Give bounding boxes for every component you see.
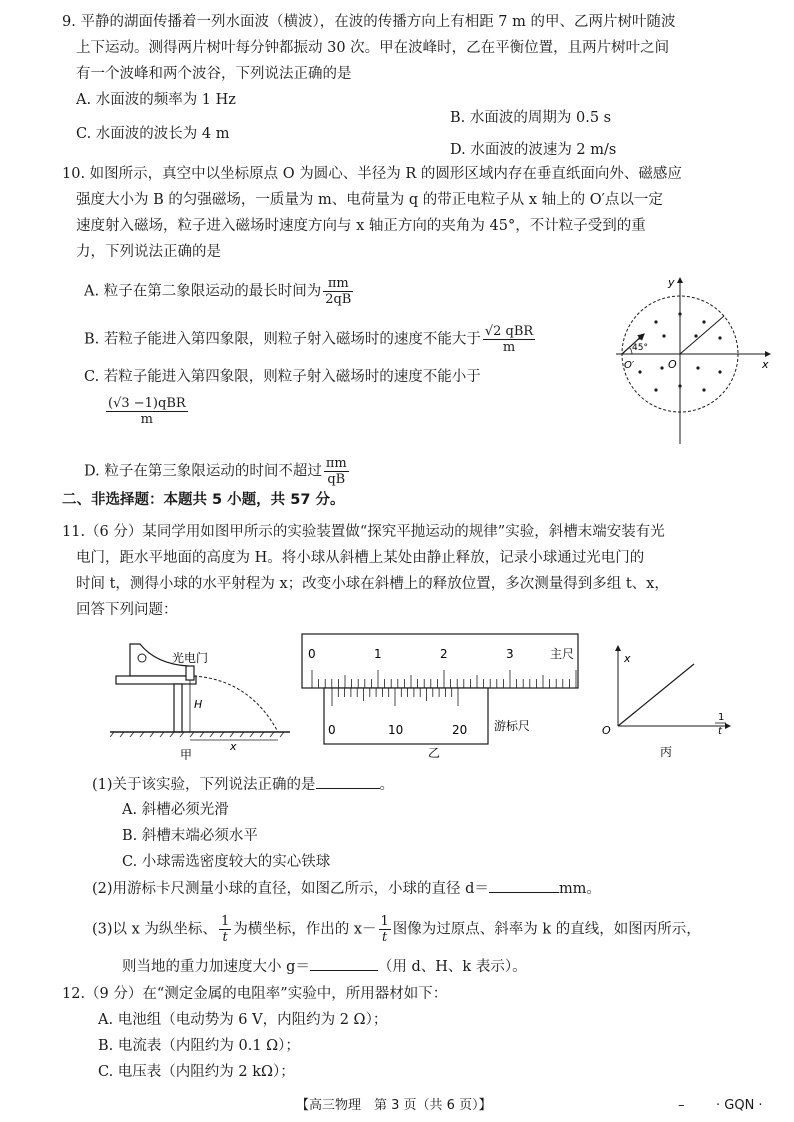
fig-yi-caption: 乙 — [428, 746, 441, 760]
q11-part2-text: (2)用游标卡尺测量小球的直径，如图乙所示，小球的直径 d＝ — [92, 881, 489, 897]
photogate-label: 光电门 — [172, 651, 209, 665]
o-prime-label: O′ — [624, 360, 635, 371]
q11-line4: 回答下列问题： — [76, 602, 178, 618]
q11-line1: 11.（6 分）某同学用如图甲所示的实验装置做“探究平抛运动的规律”实验，斜槽末端安装有光 — [62, 524, 665, 540]
q10-option-d — [84, 456, 351, 487]
fig-jia-caption: 甲 — [180, 748, 193, 760]
q10-option-c: C. 若粒子能进入第四象限，则粒子射入磁场时的速度不能小于 — [84, 369, 481, 385]
main-scale-label: 主尺 — [550, 647, 575, 661]
q11-part3-frac-2-den: t — [382, 930, 388, 945]
q11-part2-blank — [489, 878, 559, 893]
main-tick-1: 1 — [374, 647, 382, 661]
q10-option-a-text: A. 粒子在第二象限运动的最长时间为 — [84, 283, 322, 300]
height-label: H — [194, 698, 203, 711]
q11-line3: 时间 t，测得小球的水平射程为 x；改变小球在斜槽上的释放位置，多次测量得到多组 t、x， — [76, 576, 669, 592]
graph-y-label: x — [624, 652, 631, 665]
q9-line2: 上下运动。测得两片树叶每分钟都振动 30 次。甲在波峰时，乙在平衡位置，且两片树叶之间 — [76, 40, 670, 56]
q11-part1-blank — [316, 774, 380, 789]
q10-magnetic-field-figure — [610, 268, 780, 448]
q11-part1-end: 。 — [379, 777, 395, 793]
q10-option-a-fraction — [323, 276, 353, 307]
table-top — [116, 676, 196, 684]
q10-option-c-denominator: m — [140, 412, 153, 427]
q11-part1-option-a: A. 斜槽必须光滑 — [122, 802, 229, 818]
q11-part3-line2-post: （用 d、H、k 表示）。 — [377, 959, 527, 975]
q11-part3-line2 — [122, 956, 527, 977]
q10-option-d-denominator: qB — [327, 472, 346, 487]
main-tick-2: 2 — [440, 647, 448, 661]
q11-fig-yi-vernier-caliper — [298, 630, 584, 762]
q11-part1-option-c: C. 小球需选密度较大的实心铁球 — [122, 854, 331, 870]
page-footer-right: · GQN · — [716, 1098, 763, 1113]
q10-option-c-fraction-body — [106, 396, 188, 427]
q11-part3-frac-1-num: 1 — [220, 914, 230, 929]
angle-label: 45° — [632, 343, 648, 353]
q9-line1: 9. 平静的湖面传播着一列水面波（横波），在波的传播方向上有相距 7 m 的甲、乙两片树叶随波 — [62, 14, 676, 30]
q11-part2-unit: mm。 — [558, 881, 601, 897]
main-tick-0: 0 — [308, 647, 316, 661]
q9-option-c: C. 水面波的波长为 4 m — [76, 126, 230, 142]
q11-part3-frac-1-den: t — [222, 930, 228, 945]
q10-option-d-numerator: πm — [325, 456, 347, 471]
ball — [138, 654, 146, 662]
q10-line1: 10. 如图所示，真空中以坐标原点 O 为圆心、半径为 R 的圆形区域内存在垂直纸面向外、磁感应 — [62, 166, 682, 182]
page-footer-dash: – — [678, 1098, 685, 1113]
q10-line3: 速度射入磁场，粒子进入磁场时速度方向与 x 轴正方向的夹角为 45°，不计粒子受到的重 — [76, 218, 646, 234]
q9-option-d: D. 水面波的波速为 2 m/s — [450, 142, 617, 158]
photogate — [186, 666, 194, 680]
q10-option-a-denominator: 2qB — [325, 292, 352, 307]
vernier-tick-10: 10 — [388, 723, 404, 737]
trajectory — [194, 676, 278, 732]
q12-option-c: C. 电压表（内阻约为 2 kΩ）； — [98, 1064, 295, 1080]
q10-option-b-numerator: √2 qBR — [484, 324, 534, 339]
q11-part3-a: (3)以 x 为纵坐标、 — [92, 921, 217, 938]
section-2-heading: 二、非选择题：本题共 5 小题，共 57 分。 — [62, 492, 345, 508]
q11-part1-option-b: B. 斜槽末端必须水平 — [122, 828, 258, 844]
q11-part3-b: 为横坐标，作出的 x－ — [233, 921, 377, 938]
vernier-tick-0: 0 — [328, 723, 336, 737]
q9-option-b: B. 水面波的周期为 0.5 s — [450, 110, 612, 126]
q9-line3: 有一个波峰和两个波谷，下列说法正确的是 — [76, 66, 352, 82]
q10-option-c-numerator: (√3 −1)qBR — [108, 396, 186, 411]
range-label: x — [230, 740, 237, 753]
q10-line4: 力，下列说法正确的是 — [76, 244, 221, 260]
q12-option-a: A. 电池组（电动势为 6 V，内阻约为 2 Ω）； — [98, 1012, 388, 1028]
q12-option-b: B. 电流表（内阻约为 0.1 Ω）； — [98, 1038, 300, 1054]
q9-option-a: A. 水面波的频率为 1 Hz — [76, 92, 236, 108]
graph-origin: O — [602, 724, 611, 737]
q11-part3-frac-2 — [379, 914, 391, 945]
graph-x-numerator: 1 — [718, 712, 725, 723]
q10-option-d-text: D. 粒子在第三象限运动的时间不超过 — [84, 463, 322, 480]
q11-part3-frac-2-num: 1 — [380, 914, 389, 929]
q11-fig-bing-graph — [598, 640, 748, 760]
q10-option-c-fraction — [106, 396, 188, 427]
y-axis-label: y — [668, 276, 675, 289]
q10-option-b — [84, 324, 537, 355]
main-tick-3: 3 — [506, 647, 514, 661]
radius-line — [680, 316, 724, 354]
fig-bing-caption: 丙 — [660, 745, 673, 759]
x-axis-label: x — [762, 358, 769, 371]
q10-option-b-fraction — [483, 324, 535, 355]
q11-part2 — [92, 878, 601, 899]
q11-part1-text: (1)关于该实验，下列说法正确的是 — [92, 777, 316, 793]
table-leg — [174, 684, 182, 732]
q11-part3-frac-1 — [219, 914, 231, 945]
page-footer-center: 【高三物理 第 3 页（共 6 页）】 — [296, 1098, 492, 1113]
q11-line2: 电门，距水平地面的高度为 H。将小球从斜槽上某处由静止释放，记录小球通过光电门的 — [76, 550, 645, 566]
q11-part3-line2-text: 则当地的重力加速度大小 g＝ — [122, 959, 310, 975]
graph-x-denominator: t — [718, 726, 722, 737]
q10-option-b-denominator: m — [502, 340, 516, 355]
origin-label: O — [668, 358, 677, 371]
q12-line1: 12.（9 分）在“测定金属的电阻率”实验中，所用器材如下： — [62, 986, 448, 1002]
vernier-tick-20: 20 — [452, 723, 468, 737]
q10-option-b-text: B. 若粒子能进入第四象限，则粒子射入磁场时的速度不能大于 — [84, 331, 481, 348]
q11-part3 — [92, 914, 701, 945]
vernier-scale-label: 游标尺 — [494, 719, 531, 733]
graph-line — [618, 664, 694, 726]
q10-option-d-fraction — [324, 456, 349, 487]
q11-part3-c: 图像为过原点、斜率为 k 的直线，如图丙所示， — [392, 921, 701, 938]
q11-fig-jia-apparatus — [110, 636, 300, 760]
q10-option-a-numerator: πm — [323, 276, 353, 292]
q11-part3-blank — [310, 956, 378, 971]
q10-option-a — [84, 276, 355, 307]
q10-line2: 强度大小为 B 的匀强磁场，一质量为 m、电荷量为 q 的带正电粒子从 x 轴上的 O′点以一定 — [76, 192, 663, 208]
q11-part1 — [92, 774, 394, 795]
